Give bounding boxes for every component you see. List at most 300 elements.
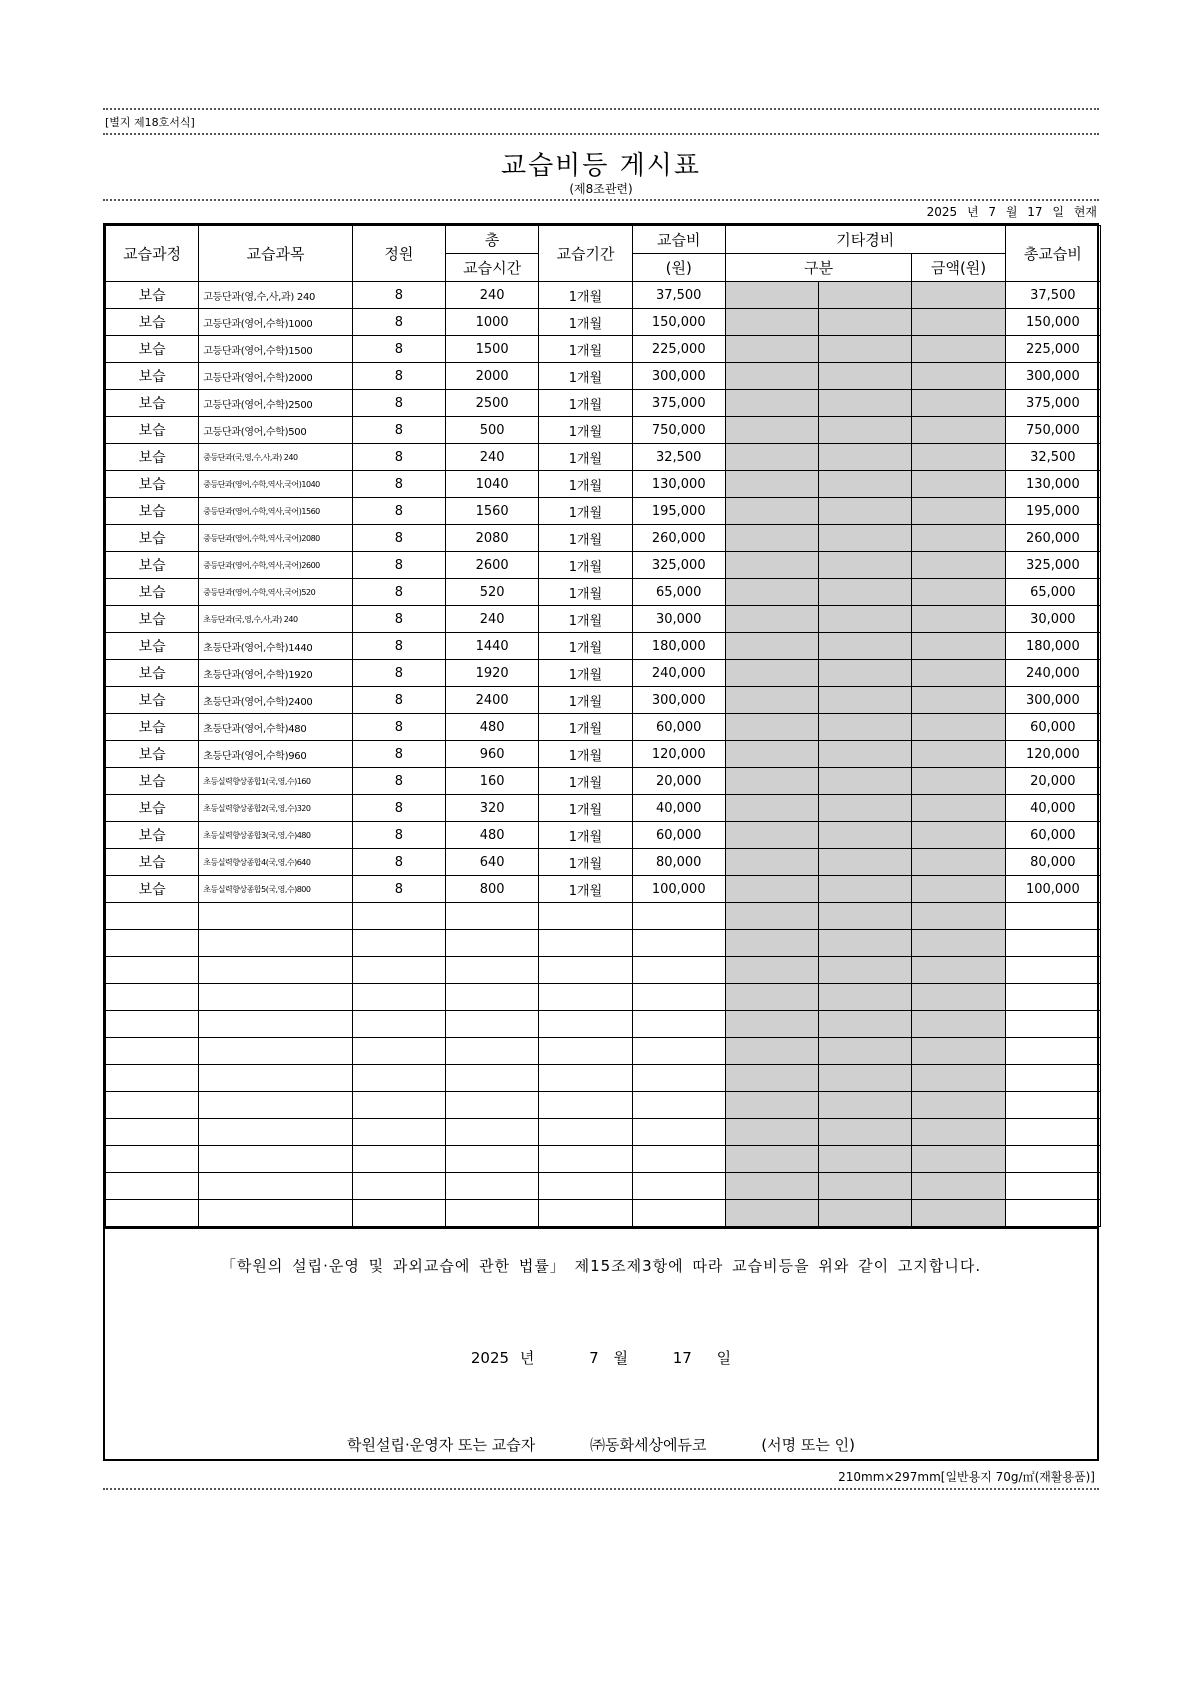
other-category-cell [725,849,818,876]
period-cell: 1개월 [539,633,632,660]
hours-cell: 2500 [446,390,539,417]
hours-cell: 1000 [446,309,539,336]
other-category-cell [819,957,912,984]
grand-total-cell [1005,1038,1100,1065]
other-category-cell [819,768,912,795]
other-amount-cell [912,1173,1005,1200]
other-category-cell [819,309,912,336]
other-category-cell [819,390,912,417]
grand-total-cell: 325,000 [1005,552,1100,579]
capacity-cell: 8 [352,363,445,390]
other-category-cell [725,1065,818,1092]
subject-cell: 중등단과(영어,수학,역사,국어)2600 [199,552,352,579]
other-category-cell [819,687,912,714]
hours-cell [446,1200,539,1227]
course-cell [106,1119,199,1146]
grand-total-cell: 32,500 [1005,444,1100,471]
fee-cell: 65,000 [632,579,725,606]
period-cell [539,1038,632,1065]
period-cell [539,1065,632,1092]
subject-cell: 초등실력향상종합2(국,영,수)320 [199,795,352,822]
hours-cell: 1560 [446,498,539,525]
subject-cell [199,1119,352,1146]
empty-table-row [106,1146,1101,1173]
period-cell [539,1119,632,1146]
period-cell: 1개월 [539,282,632,309]
capacity-cell: 8 [352,336,445,363]
other-category-cell [819,849,912,876]
other-category-cell [819,606,912,633]
other-category-cell [725,444,818,471]
grand-total-cell: 240,000 [1005,660,1100,687]
capacity-cell: 8 [352,768,445,795]
period-cell [539,1011,632,1038]
header-fee-top: 교습비 [632,226,725,254]
hours-cell [446,1092,539,1119]
table-row [106,714,1101,741]
grand-total-cell: 180,000 [1005,633,1100,660]
subject-cell [199,1065,352,1092]
other-category-cell [819,1146,912,1173]
other-amount-cell [912,552,1005,579]
course-cell: 보습 [106,741,199,768]
grand-total-cell: 30,000 [1005,606,1100,633]
other-category-cell [819,984,912,1011]
table-row [106,417,1101,444]
other-category-cell [725,282,818,309]
subject-cell: 초등단과(영어,수학)2400 [199,687,352,714]
table-row [106,687,1101,714]
period-cell: 1개월 [539,687,632,714]
subject-cell [199,903,352,930]
table-row [106,822,1101,849]
grand-total-cell [1005,1119,1100,1146]
capacity-cell: 8 [352,795,445,822]
capacity-cell: 8 [352,417,445,444]
course-cell [106,1173,199,1200]
other-amount-cell [912,390,1005,417]
subject-cell: 초등단과(영어,수학)1920 [199,660,352,687]
fee-cell: 180,000 [632,633,725,660]
capacity-cell: 8 [352,849,445,876]
hours-cell [446,957,539,984]
course-cell: 보습 [106,444,199,471]
course-cell: 보습 [106,579,199,606]
other-category-cell [819,498,912,525]
other-category-cell [725,552,818,579]
document-subtitle: (제8조관련) [569,182,633,196]
other-category-cell [725,336,818,363]
course-cell [106,1200,199,1227]
hours-cell: 240 [446,444,539,471]
subject-cell: 초등실력향상종합1(국,영,수)160 [199,768,352,795]
other-amount-cell [912,579,1005,606]
subject-cell: 초등단과(영어,수학)1440 [199,633,352,660]
capacity-cell [352,984,445,1011]
header-other-amount: 금액(원) [912,254,1005,282]
capacity-cell [352,1065,445,1092]
header-course: 교습과정 [106,226,199,282]
signature-line [105,1434,1097,1455]
grand-total-cell [1005,1065,1100,1092]
subject-cell [199,930,352,957]
grand-total-cell: 260,000 [1005,525,1100,552]
fee-cell: 260,000 [632,525,725,552]
course-cell [106,1038,199,1065]
period-cell: 1개월 [539,822,632,849]
grand-total-cell: 20,000 [1005,768,1100,795]
subject-cell: 고등단과(영,수,사,과) 240 [199,282,352,309]
course-cell [106,1146,199,1173]
grand-total-cell: 120,000 [1005,741,1100,768]
grand-total-cell [1005,1173,1100,1200]
fee-cell [632,930,725,957]
table-row [106,660,1101,687]
course-cell [106,957,199,984]
other-category-cell [819,1011,912,1038]
period-cell: 1개월 [539,849,632,876]
capacity-cell: 8 [352,471,445,498]
capacity-cell [352,1173,445,1200]
hours-cell: 520 [446,579,539,606]
other-category-cell [725,822,818,849]
course-cell: 보습 [106,876,199,903]
other-category-cell [725,1038,818,1065]
fee-cell: 150,000 [632,309,725,336]
capacity-cell: 8 [352,309,445,336]
capacity-cell: 8 [352,498,445,525]
other-category-cell [725,579,818,606]
capacity-cell [352,1011,445,1038]
fee-cell [632,1200,725,1227]
capacity-cell: 8 [352,390,445,417]
course-cell [106,1065,199,1092]
grand-total-cell: 37,500 [1005,282,1100,309]
fee-table-body [106,282,1101,1227]
other-category-cell [725,930,818,957]
table-row [106,471,1101,498]
other-category-cell [725,714,818,741]
course-cell: 보습 [106,822,199,849]
capacity-cell: 8 [352,552,445,579]
fee-cell: 240,000 [632,660,725,687]
signer-role: 학원설립·운영자 또는 교습자 [347,1436,536,1454]
hours-cell [446,984,539,1011]
other-category-cell [725,417,818,444]
other-category-cell [725,957,818,984]
period-cell: 1개월 [539,768,632,795]
form-number-label: [별지 제18호서식] [105,116,195,129]
hours-cell: 640 [446,849,539,876]
other-category-cell [725,876,818,903]
capacity-cell: 8 [352,282,445,309]
fee-cell: 60,000 [632,714,725,741]
header-fee-unit: (원) [632,254,725,282]
subject-cell: 초등실력향상종합5(국,영,수)800 [199,876,352,903]
other-amount-cell [912,1011,1005,1038]
grand-total-cell [1005,1146,1100,1173]
other-amount-cell [912,525,1005,552]
fee-cell: 60,000 [632,822,725,849]
grand-total-cell: 60,000 [1005,714,1100,741]
subject-cell: 고등단과(영어,수학)2500 [199,390,352,417]
as-of-day: 17 [1027,205,1043,219]
hours-cell [446,1065,539,1092]
empty-table-row [106,1092,1101,1119]
other-category-cell [819,633,912,660]
subject-cell [199,1146,352,1173]
as-of-month: 7 [988,205,997,219]
table-row [106,741,1101,768]
capacity-cell [352,1200,445,1227]
other-amount-cell [912,849,1005,876]
period-cell: 1개월 [539,579,632,606]
other-category-cell [725,1200,818,1227]
table-row [106,849,1101,876]
other-amount-cell [912,1092,1005,1119]
grand-total-cell: 375,000 [1005,390,1100,417]
empty-table-row [106,1119,1101,1146]
period-cell: 1개월 [539,390,632,417]
other-amount-cell [912,1146,1005,1173]
hours-cell: 480 [446,714,539,741]
other-amount-cell [912,687,1005,714]
header-other-expenses: 기타경비 [725,226,1005,254]
fee-cell [632,984,725,1011]
subject-cell [199,957,352,984]
other-amount-cell [912,903,1005,930]
subject-cell: 고등단과(영어,수학)1500 [199,336,352,363]
other-amount-cell [912,714,1005,741]
capacity-cell: 8 [352,822,445,849]
table-row [106,633,1101,660]
hours-cell [446,1038,539,1065]
hours-cell: 1040 [446,471,539,498]
table-row [106,579,1101,606]
table-row [106,552,1101,579]
period-cell: 1개월 [539,741,632,768]
grand-total-cell: 195,000 [1005,498,1100,525]
other-category-cell [819,1092,912,1119]
subject-cell: 초등단과(영어,수학)960 [199,741,352,768]
period-cell: 1개월 [539,525,632,552]
grand-total-cell: 65,000 [1005,579,1100,606]
table-row [106,498,1101,525]
period-cell: 1개월 [539,444,632,471]
header-grand-total: 총교습비 [1005,226,1100,282]
period-cell: 1개월 [539,795,632,822]
signer-name: ㈜동화세상에듀코 [590,1436,707,1454]
table-row [106,606,1101,633]
fee-cell: 130,000 [632,471,725,498]
grand-total-cell: 40,000 [1005,795,1100,822]
other-category-cell [725,1011,818,1038]
period-cell: 1개월 [539,471,632,498]
other-category-cell [819,417,912,444]
period-cell: 1개월 [539,309,632,336]
grand-total-cell: 300,000 [1005,687,1100,714]
course-cell [106,984,199,1011]
table-row [106,309,1101,336]
other-category-cell [725,741,818,768]
course-cell: 보습 [106,471,199,498]
hours-cell: 2080 [446,525,539,552]
fee-cell [632,1119,725,1146]
fee-cell: 195,000 [632,498,725,525]
capacity-cell: 8 [352,741,445,768]
other-category-cell [819,282,912,309]
bottom-dotted-rule [103,1488,1099,1490]
hours-cell [446,1173,539,1200]
course-cell: 보습 [106,498,199,525]
hours-cell [446,1146,539,1173]
course-cell: 보습 [106,363,199,390]
period-cell [539,1173,632,1200]
empty-table-row [106,1038,1101,1065]
hours-cell: 1500 [446,336,539,363]
other-category-cell [725,1092,818,1119]
course-cell: 보습 [106,849,199,876]
grand-total-cell [1005,957,1100,984]
subject-cell: 초등단과(국,영,수,사,과) 240 [199,606,352,633]
subject-cell [199,1173,352,1200]
other-category-cell [725,633,818,660]
period-cell: 1개월 [539,606,632,633]
fee-cell: 300,000 [632,363,725,390]
capacity-cell [352,1146,445,1173]
course-cell [106,1092,199,1119]
empty-table-row [106,1200,1101,1227]
fee-cell: 225,000 [632,336,725,363]
course-cell: 보습 [106,336,199,363]
other-category-cell [819,876,912,903]
other-category-cell [725,606,818,633]
period-cell [539,1146,632,1173]
capacity-cell: 8 [352,606,445,633]
period-cell [539,930,632,957]
grand-total-cell [1005,1200,1100,1227]
hours-cell [446,1119,539,1146]
other-category-cell [819,930,912,957]
other-amount-cell [912,309,1005,336]
other-amount-cell [912,741,1005,768]
fee-cell: 120,000 [632,741,725,768]
other-amount-cell [912,795,1005,822]
subject-cell [199,1011,352,1038]
empty-table-row [106,957,1101,984]
empty-table-row [106,1011,1101,1038]
period-cell: 1개월 [539,660,632,687]
hours-cell: 2400 [446,687,539,714]
other-category-cell [819,444,912,471]
fee-cell: 325,000 [632,552,725,579]
period-cell: 1개월 [539,498,632,525]
other-category-cell [819,1173,912,1200]
other-amount-cell [912,1038,1005,1065]
fee-cell: 20,000 [632,768,725,795]
empty-table-row [106,903,1101,930]
other-amount-cell [912,1119,1005,1146]
table-row [106,525,1101,552]
other-amount-cell [912,471,1005,498]
course-cell: 보습 [106,714,199,741]
grand-total-cell [1005,1092,1100,1119]
subject-cell [199,1038,352,1065]
other-amount-cell [912,930,1005,957]
other-category-cell [819,1065,912,1092]
header-total-hours-bottom: 교습시간 [446,254,539,282]
other-category-cell [725,903,818,930]
other-category-cell [725,1119,818,1146]
course-cell: 보습 [106,687,199,714]
other-category-cell [819,822,912,849]
grand-total-cell [1005,1011,1100,1038]
hours-cell: 2000 [446,363,539,390]
hours-cell: 160 [446,768,539,795]
other-category-cell [725,1173,818,1200]
signer-seal: (서명 또는 인) [761,1436,855,1454]
other-category-cell [725,309,818,336]
other-amount-cell [912,363,1005,390]
hours-cell [446,1011,539,1038]
hours-cell: 960 [446,741,539,768]
notice-day: 17 [672,1349,692,1367]
header-capacity: 정원 [352,226,445,282]
header-period: 교습기간 [539,226,632,282]
table-row [106,444,1101,471]
fee-cell [632,1038,725,1065]
fee-cell: 750,000 [632,417,725,444]
other-category-cell [725,498,818,525]
notice-date: 2025 년 7 월 17 일 [470,1349,732,1367]
other-category-cell [819,579,912,606]
hours-cell: 480 [446,822,539,849]
period-cell [539,1200,632,1227]
other-category-cell [725,687,818,714]
other-category-cell [725,471,818,498]
table-row [106,336,1101,363]
capacity-cell [352,1092,445,1119]
legal-notice: 「학원의 설립·운영 및 과외교습에 관한 법률」 제15조제3항에 따라 교습비등을 위와 같이 고지합니다. [220,1257,982,1275]
hours-cell: 1440 [446,633,539,660]
fee-cell: 40,000 [632,795,725,822]
other-amount-cell [912,957,1005,984]
other-amount-cell [912,606,1005,633]
other-category-cell [725,363,818,390]
other-amount-cell [912,444,1005,471]
other-amount-cell [912,336,1005,363]
fee-cell: 32,500 [632,444,725,471]
period-cell: 1개월 [539,363,632,390]
course-cell [106,1011,199,1038]
other-category-cell [725,795,818,822]
period-cell [539,984,632,1011]
hours-cell [446,930,539,957]
subject-cell: 고등단과(영어,수학)1000 [199,309,352,336]
table-row [106,390,1101,417]
fee-cell [632,1173,725,1200]
header-total-hours-top: 총 [446,226,539,254]
course-cell: 보습 [106,795,199,822]
header-subject: 교습과목 [199,226,352,282]
other-amount-cell [912,282,1005,309]
fee-cell: 100,000 [632,876,725,903]
grand-total-cell: 300,000 [1005,363,1100,390]
other-category-cell [819,1038,912,1065]
capacity-cell [352,957,445,984]
fee-cell: 30,000 [632,606,725,633]
fee-table [105,225,1101,1227]
